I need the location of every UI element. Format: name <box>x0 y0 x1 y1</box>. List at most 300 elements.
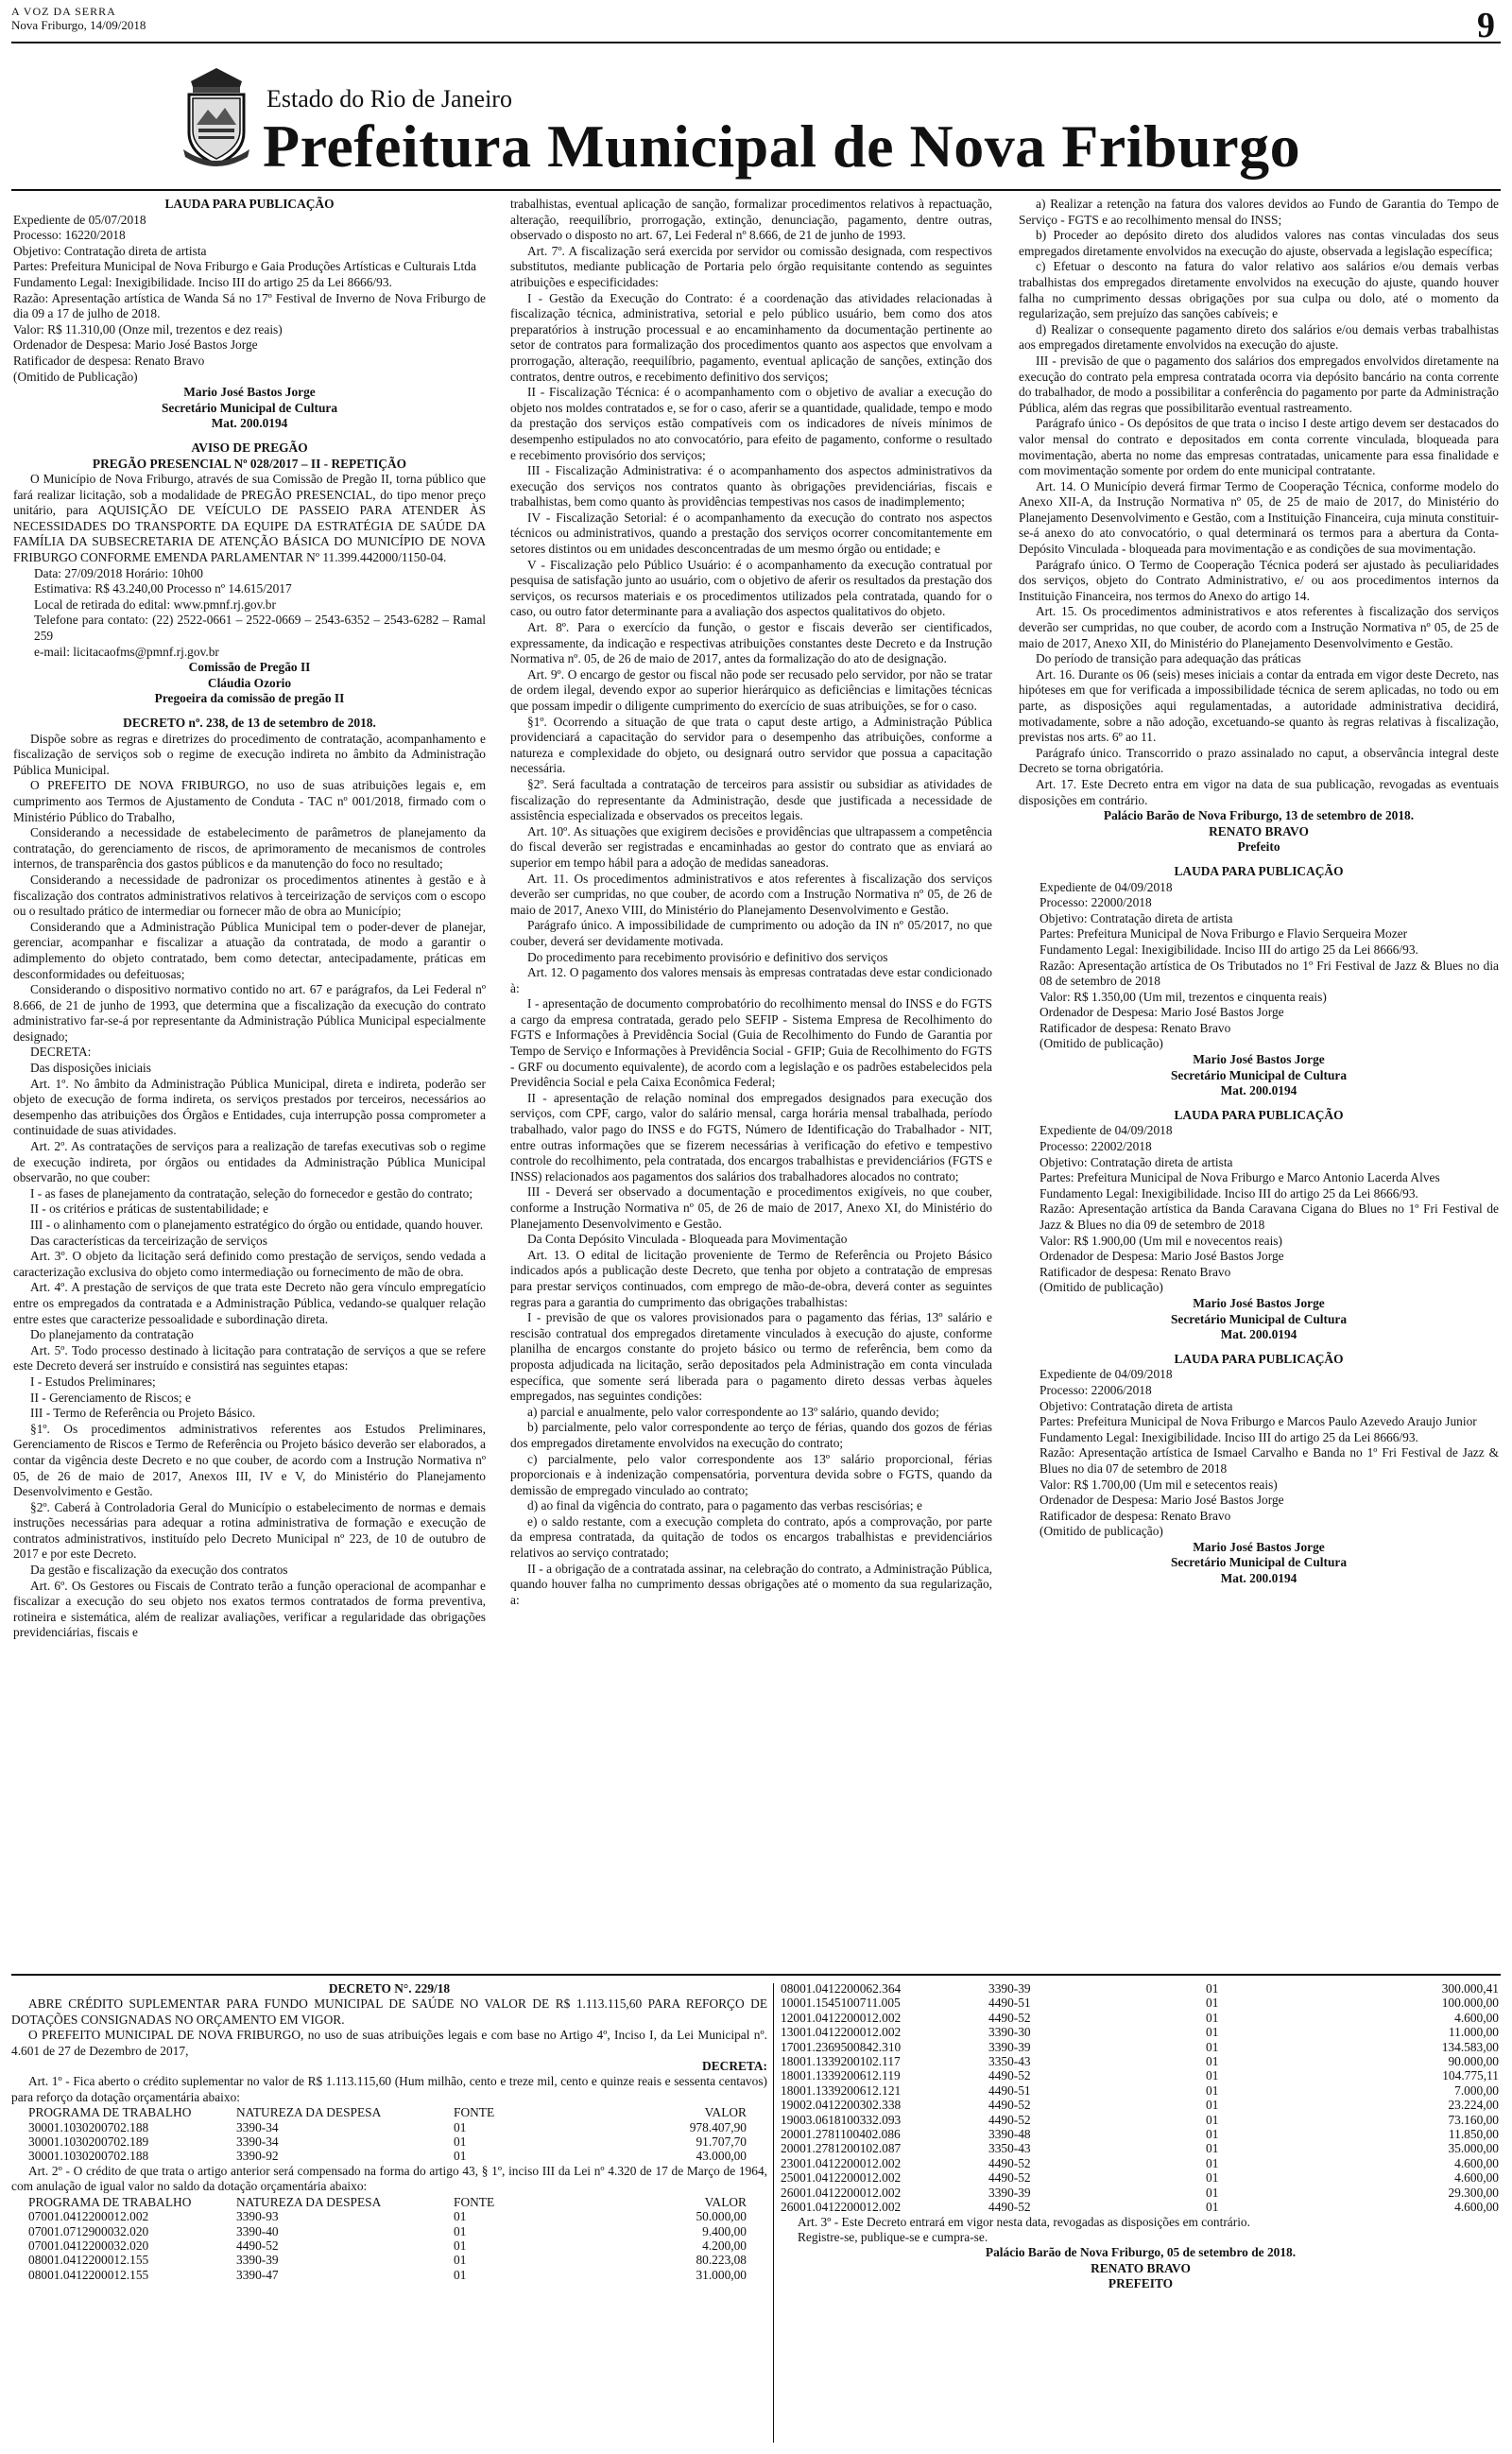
table-header: FONTE <box>454 2105 495 2120</box>
decree-229-right <box>781 1981 1501 2292</box>
paragraph: II - a obrigação de a contratada assinar, na celebração do contrato, a Administração Pública, quando houver falha no cumprimento dessas obrigações até o momento da sua regularização, a: <box>510 1561 992 1607</box>
table-cell: 13001.0412200012.002 <box>781 2025 902 2040</box>
table-cell: 01 <box>454 2223 467 2238</box>
state-name: Estado do Rio de Janeiro <box>266 85 512 112</box>
paragraph: Art. 11. Os procedimentos administrativos e atos referentes à fiscalização dos serviços deverão ser cumpridas, no que couber, de acordo com a Instrução Normativa nº 05, de 26 de maio de 2017, Anexo VIII, do Ministério do Planejamento Desenvolvimento e Gestão. <box>510 871 992 917</box>
paragraph: §1º. Os procedimentos administrativos referentes aos Estudos Preliminares, Gerenciamento de Riscos e Termo de Referência ou Projeto básico deverão ser elaborados, a contar da vigência deste Decreto e no que couber, de acordo com a Instrução Normativa nº 05, de 26 de maio de 2017, Anexos III, IV e V, do Ministério do Planejamento Desenvolvimento e Gestão. <box>13 1421 486 1499</box>
paragraph: Das disposições iniciais <box>30 1061 151 1076</box>
heading: Secretário Municipal de Cultura <box>1170 1555 1348 1570</box>
paragraph: e) o saldo restante, com a execução completa do contrato, após a comprovação, por parte da empresa contratada, da quitação de todos os encargos trabalhistas e previdenciários relativos ao serviço contratado; <box>510 1513 992 1561</box>
paragraph: III - Termo de Referência ou Projeto Básico. <box>30 1406 256 1421</box>
table-cell: 7.000,00 <box>1454 2082 1499 2098</box>
column-2 <box>510 197 992 1608</box>
table-cell: 90.000,00 <box>1448 2054 1499 2069</box>
table-row <box>781 2083 1499 2098</box>
paragraph: Processo: 16220/2018 <box>13 228 126 243</box>
table-cell: 01 <box>1206 2068 1219 2083</box>
header-rule <box>11 42 1501 43</box>
paragraph: c) Efetuar o desconto na fatura do valor relativo aos salários e/ou demais verbas trabalhistas dos empregados diretamente envolvidos na execução do ajuste, quando houver falha no cumprimento dessas obrigações por sua culpa ou dolo, até o momento da regularização, sem prejuízo das sanções cabíveis; e <box>1019 259 1499 321</box>
paragraph: Local de retirada do edital: www.pmnf.rj.gov.br <box>34 596 276 612</box>
paragraph: IV - Fiscalização Setorial: é o acompanhamento da execução do contrato nos aspectos técnicos ou administrativos, quando a prestação dos serviços ocorrer concomitantemente em setores distintos ou em unidades desconcentradas de um mesmo órgão ou entidade; e <box>510 510 992 557</box>
masthead-rule <box>11 189 1501 191</box>
decree-229-art3: Art. 3º - Este Decreto entrará em vigor nesta data, revogadas as disposições em contrário. <box>798 2214 1250 2229</box>
column-separator <box>773 1983 774 2443</box>
paragraph: Processo: 22000/2018 <box>1040 895 1152 910</box>
table-cell: 3390-92 <box>236 2149 279 2164</box>
table-cell: 30001.1030200702.188 <box>28 2149 149 2164</box>
table-cell: 01 <box>454 2149 467 2164</box>
table-row <box>28 2149 747 2163</box>
table-cell: 17001.2369500842.310 <box>781 2039 902 2054</box>
paragraph: Do planejamento da contratação <box>30 1327 194 1342</box>
heading: PREGÃO PRESENCIAL Nº 028/2017 – II - REPETIÇÃO <box>92 456 407 471</box>
table-cell: 19003.0618100332.093 <box>781 2112 902 2127</box>
table-cell: 978.407,90 <box>689 2119 747 2134</box>
decree-229-mayor: RENATO BRAVO <box>1091 2260 1191 2275</box>
paragraph: Processo: 22006/2018 <box>1040 1382 1152 1397</box>
table-cell: 4490-52 <box>988 2155 1031 2170</box>
table-cell: 3390-39 <box>236 2253 279 2268</box>
decree-229-section <box>11 1974 1501 2448</box>
paragraph: Da gestão e fiscalização da execução dos contratos <box>30 1563 288 1578</box>
table-cell: 4490-51 <box>988 1996 1031 2011</box>
table-cell: 01 <box>454 2134 467 2150</box>
paragraph: Telefone para contato: (22) 2522-0661 – 2522-0669 – 2543-6352 – 2543-6282 – Ramal 259 <box>34 613 486 644</box>
table-cell: 01 <box>1206 2200 1219 2215</box>
heading: Mario José Bastos Jorge <box>1193 1295 1325 1310</box>
table-row <box>781 2011 1499 2025</box>
table-cell: 3390-34 <box>236 2119 279 2134</box>
table-cell: 104.775,11 <box>1442 2068 1499 2083</box>
paragraph: Ratificador de despesa: Renato Bravo <box>13 353 205 368</box>
supplement-table <box>28 2105 747 2164</box>
paragraph: Objetivo: Contratação direta de artista <box>1040 910 1233 925</box>
table-cell: 4.600,00 <box>1454 2200 1499 2215</box>
table-cell: 01 <box>1206 2054 1219 2069</box>
heading: RENATO BRAVO <box>1209 823 1309 838</box>
table-cell: 23001.0412200012.002 <box>781 2155 902 2170</box>
heading: Palácio Barão de Nova Friburgo, 13 de setembro de 2018. <box>1103 808 1415 823</box>
table-cell: 01 <box>1206 2010 1219 2025</box>
table-cell: 08001.0412200012.155 <box>28 2267 149 2282</box>
paragraph: Valor: R$ 1.700,00 (Um mil e setecentos reais) <box>1040 1477 1278 1492</box>
table-row <box>28 2238 747 2253</box>
table-cell: 12001.0412200012.002 <box>781 2010 902 2025</box>
paragraph: Ordenador de Despesa: Mario José Bastos Jorge <box>1040 1249 1284 1264</box>
table-cell: 4490-52 <box>988 2068 1031 2083</box>
paragraph: Partes: Prefeitura Municipal de Nova Friburgo e Marcos Paulo Azevedo Araujo Junior <box>1040 1414 1477 1429</box>
table-cell: 01 <box>1206 2127 1219 2142</box>
table-row <box>781 2040 1499 2054</box>
table-row <box>28 2209 747 2223</box>
table-cell: 43.000,00 <box>696 2149 747 2164</box>
table-row <box>28 2268 747 2282</box>
heading: Cláudia Ozorio <box>207 675 292 690</box>
table-cell: 20001.2781100402.086 <box>781 2127 901 2142</box>
table-cell: 4.600,00 <box>1454 2155 1499 2170</box>
table-cell: 01 <box>1206 1981 1219 1996</box>
paragraph: Do período de transição para adequação das práticas <box>1036 651 1301 666</box>
decree-229-preamble: O PREFEITO MUNICIPAL DE NOVA FRIBURGO, no uso de suas atribuições legais e com base no Artigo 4º, Inciso I, da Lei Municipal nº. 4.601 de 27 de Dezembro de 2017, <box>11 2028 767 2058</box>
paragraph: §1º. Ocorrendo a situação de que trata o caput deste artigo, a Administração Pública providenciará a capacitação do servidor para o desempenho das atribuições, conforme a natureza e complexidade do objeto, ou designará outro servidor que possua a capacitação necessária. <box>510 714 992 776</box>
table-cell: 07001.0412200012.002 <box>28 2209 149 2224</box>
table-row <box>781 2127 1499 2141</box>
table-cell: 3390-48 <box>988 2127 1031 2142</box>
paragraph: III - Deverá ser observado a documentação e procedimentos exigíveis, no que couber, conforme a Instrução Normativa nº 05, de 26 de maio de 2017, Anexo XI, do Ministério do Planejamento Desenvolvimento e Gestão. <box>510 1184 992 1231</box>
paragraph: Valor: R$ 1.900,00 (Um mil e novecentos reais) <box>1040 1233 1282 1248</box>
table-cell: 91.707,70 <box>696 2134 747 2150</box>
heading: Comissão de Pregão II <box>188 660 311 675</box>
paragraph: Razão: Apresentação artística da Banda Caravana Cigana do Blues no 1º Fri Festival de Jazz & Blues no dia 09 de setembro de 2018 <box>1040 1201 1499 1232</box>
table-cell: 01 <box>1206 2155 1219 2170</box>
table-cell: 23.224,00 <box>1448 2098 1499 2113</box>
table-cell: 01 <box>1206 2141 1219 2156</box>
paragraph: Parágrafo único. Transcorrido o prazo assinalado no caput, a observância integral deste Decreto se torna obrigatória. <box>1019 745 1499 776</box>
heading: Mat. 200.0194 <box>211 416 288 431</box>
paragraph: II - Fiscalização Técnica: é o acompanhamento com o objetivo de avaliar a execução do objeto nos moldes contratados e, se for o caso, aferir se a quantidade, qualidade, tempo e modo da prestação dos serviços estão compatíveis com os indicadores de níveis mínimos de desempenho estipulados no ato convocatório, para efeito de pagamento, conforme o resultado e recebimento provisório dos serviços; <box>510 385 992 462</box>
prefeitura-title: Prefeitura Municipal de Nova Friburgo <box>263 112 1301 180</box>
paragraph: Parágrafo único - Os depósitos de que trata o inciso I deste artigo devem ser destacados do valor mensal do contrato e depositados em conta corrente vinculada, bloqueada para movimentação, aberta no nome das empresas contratadas, unicamente para essa finalidade e com movimentação somente por ordem do ente municipal contratante. <box>1019 416 1499 478</box>
table-header: PROGRAMA DE TRABALHO <box>28 2194 192 2209</box>
table-header: VALOR <box>704 2194 747 2209</box>
decree-229-art1: Art. 1º - Fica aberto o crédito suplementar no valor de R$ 1.113.115,60 (Hum milhão, cento e treze mil, cento e quinze reais e sessenta centavos) para reforço da dotação orçamentária abaixo: <box>11 2074 767 2104</box>
table-cell: 3350-43 <box>988 2054 1031 2069</box>
table-header: VALOR <box>704 2105 747 2120</box>
table-cell: 18001.1339200102.117 <box>781 2054 901 2069</box>
paragraph: Art. 12. O pagamento dos valores mensais às empresas contratadas deve estar condicionado à: <box>510 965 992 995</box>
paragraph: II - Gerenciamento de Riscos; e <box>30 1390 191 1405</box>
heading: Prefeito <box>1237 839 1280 855</box>
paragraph: II - apresentação de relação nominal dos empregados designados para execução dos serviços, com CPF, cargo, valor do salário mensal, carga horária mensal trabalhada, período trabalhado, valor pago do INSS e do FGTS, Número de Identificação do Trabalhador - NIT, entre outras informações que se fizerem necessárias à verificação do efetivo e tempestivo controle do recolhimento, pela contratada, dos encargos trabalhistas e previdenciários (FGTS e INSS) relacionados aos pagamentos dos salários dos trabalhadores alocados no contrato; <box>510 1090 992 1184</box>
table-cell: 4.600,00 <box>1454 2170 1499 2186</box>
table-cell: 01 <box>454 2209 467 2224</box>
table-cell: 11.850,00 <box>1448 2127 1499 2142</box>
table-cell: 35.000,00 <box>1448 2141 1499 2156</box>
paragraph: c) parcialmente, pelo valor correspondente aos 13º salário proporcional, férias proporcionais e à indenização compensatória, porventura devida sobre o FGTS, quando da demissão de empregado vinculado ao contrato; <box>510 1451 992 1497</box>
table-cell: 26001.0412200012.002 <box>781 2185 902 2200</box>
running-header <box>11 6 1501 45</box>
paragraph: V - Fiscalização pelo Público Usuário: é o acompanhamento da execução contratual por pesquisa de satisfação junto ao usuário, com o objetivo de aferir os resultados da prestação dos serviços, os recursos materiais e os procedimentos utilizados pela contratada, quando for o caso, ou outro fator determinante para a avaliação dos aspectos qualitativos do objeto. <box>510 557 992 619</box>
paragraph: Expediente de 04/09/2018 <box>1040 879 1173 894</box>
decree-229-summary: ABRE CRÉDITO SUPLEMENTAR PARA FUNDO MUNICIPAL DE SAÚDE NO VALOR DE R$ 1.113.115,60 PARA REFORÇO DE DOTAÇÕES CONSIGNADAS NO ORÇAMENTO EM VIGOR. <box>11 1996 767 2027</box>
table-cell: 26001.0412200012.002 <box>781 2200 902 2215</box>
paragraph: Art. 15. Os procedimentos administrativos e atos referentes à fiscalização dos serviços deverão ser cumpridas, no que couber, de acordo com a Instrução Normativa nº 05, de 25 de maio de 2017, Anexo XII, do Ministério do Planejamento Desenvolvimento e Gestão. <box>1019 604 1499 650</box>
paragraph: Art. 3º. O objeto da licitação será definido como prestação de serviços, sendo vedada a caracterização exclusiva do objeto como intermediação ou fornecimento de mão de obra. <box>13 1249 486 1279</box>
table-cell: 19002.0412200302.338 <box>781 2098 902 2113</box>
paragraph: Art. 13. O edital de licitação proveniente de Termo de Referência ou Projeto Básico indicados após a publicação deste Decreto, que tenha por objeto a contratação de empresas para prestar serviços continuados, com emprego de mão-de-obra, deverá conter as seguintes regras para a garantia do cumprimento das obrigações trabalhistas: <box>510 1247 992 1309</box>
table-cell: 3390-39 <box>988 2185 1031 2200</box>
table-header: NATUREZA DA DESPESA <box>236 2105 382 2120</box>
table-cell: 01 <box>1206 2185 1219 2200</box>
table-cell: 07001.0412200032.020 <box>28 2238 149 2253</box>
paragraph: Art. 6º. Os Gestores ou Fiscais de Contrato terão a função operacional de acompanhar e fiscalizar a execução do seu objeto nos exatos termos contratados de forma preventiva, rotineira e sistemática, além de realizar avaliações, verificar a regularidade das obrigações previdenciárias, fiscais e <box>13 1578 486 1640</box>
paragraph: Partes: Prefeitura Municipal de Nova Friburgo e Flavio Serqueira Mozer <box>1040 926 1408 942</box>
table-cell: 4.200,00 <box>702 2238 747 2253</box>
paragraph: d) Realizar o consequente pagamento direto dos salários e/ou demais verbas trabalhistas aos empregados diretamente envolvidos na execução do ajuste. <box>1019 321 1499 353</box>
paragraph: Fundamento Legal: Inexigibilidade. Inciso III do artigo 25 da Lei 8666/93. <box>1040 942 1418 957</box>
paragraph: Art. 2º. As contratações de serviços para a realização de tarefas executivas sob o regime de execução indireta, por órgãos ou entidades da Administração Pública Municipal observarão, no que couber: <box>13 1139 486 1185</box>
table-cell: 9.400,00 <box>702 2223 747 2238</box>
paragraph: b) Proceder ao depósito direto dos aludidos valores nas contas vinculadas dos seus empregados diretamente envolvidos na execução do ajuste, observada a legislação específica; <box>1019 228 1499 258</box>
table-row <box>781 2068 1499 2082</box>
table-cell: 10001.1545100711.005 <box>781 1996 901 2011</box>
paragraph: (Omitido de publicação) <box>1040 1036 1163 1051</box>
paragraph: Objetivo: Contratação direta de artista <box>13 243 207 258</box>
table-row <box>28 2224 747 2238</box>
table-cell: 01 <box>1206 2112 1219 2127</box>
municipal-crest-icon <box>180 66 253 170</box>
table-cell: 01 <box>454 2267 467 2282</box>
decree-229-art2: Art. 2º - O crédito de que trata o artigo anterior será compensado na forma do artigo 43, § 1º, inciso III da Lei nº 4.320 de 17 de Março de 1964, com anulação de igual valor no saldo da dotação orçamentária abaixo: <box>11 2163 767 2194</box>
paragraph: Ordenador de Despesa: Mario José Bastos Jorge <box>1040 1005 1284 1020</box>
paragraph: Art. 9º. O encargo de gestor ou fiscal não pode ser recusado pelo servidor, por não se tratar de ordem ilegal, devendo expor ao superior hierárquico as deficiências e limitações técnicas que possam impedir o diligente cumprimento do exercício de suas atribuições, se for o caso. <box>510 666 992 713</box>
table-row <box>781 2200 1499 2214</box>
paragraph: Expediente de 04/09/2018 <box>1040 1367 1173 1382</box>
paragraph: Fundamento Legal: Inexigibilidade. Inciso III do artigo 25 da Lei 8666/93. <box>13 274 392 289</box>
paragraph: Partes: Prefeitura Municipal de Nova Friburgo e Marco Antonio Lacerda Alves <box>1040 1170 1440 1185</box>
table-cell: 3390-34 <box>236 2134 279 2150</box>
paragraph: Valor: R$ 1.350,00 (Um mil, trezentos e cinquenta reais) <box>1040 989 1327 1004</box>
spacer <box>1019 1099 1499 1108</box>
table-cell: 31.000,00 <box>696 2267 747 2282</box>
table-row <box>28 2253 747 2267</box>
table-cell: 08001.0412200012.155 <box>28 2253 149 2268</box>
paragraph: I - Gestão da Execução do Contrato: é a coordenação das atividades relacionadas à fiscalização técnica, administrativa, setorial e pelo público usuário, bem como dos atos preparatórios à instrução processual e ao encaminhamento da documentação pertinente ao setor de contratos para formalização dos procedimentos quanto aos aspectos que envolvam a prorrogação, alteração, reequilíbrio, pagamento, eventual aplicação de sanções, extinção dos contratos, dentre outros, e recebimento definitivo dos serviços; <box>510 290 992 384</box>
decree-229-decreta: DECRETA: <box>702 2059 767 2074</box>
paragraph: Ratificador de despesa: Renato Bravo <box>1040 1508 1231 1523</box>
paragraph: Processo: 22002/2018 <box>1040 1139 1152 1154</box>
paragraph: Fundamento Legal: Inexigibilidade. Inciso III do artigo 25 da Lei 8666/93. <box>1040 1185 1418 1201</box>
table-cell: 300.000,41 <box>1441 1981 1499 1996</box>
table-cell: 3390-39 <box>988 2039 1031 2054</box>
heading: Mat. 200.0194 <box>1220 1327 1297 1342</box>
table-cell: 3390-47 <box>236 2267 279 2282</box>
table-cell: 4490-52 <box>988 2112 1031 2127</box>
spacer <box>1019 1343 1499 1352</box>
paragraph: I - apresentação de documento comprobatório do recolhimento mensal do INSS e do FGTS a cargo da empresa contratada, gerado pelo SEFIP - Sistema Empresa de Recolhimento do FGTS e Informações à Previdência Social (Guia de Recolhimento do Fundo de Garantia por Tempo de Serviço e Informações à Previdência Social - GFIP; Guia de Recolhimento do FGTS - GRF ou documento equivalente), de acordo com a legislação e os padrões estabelecidos pela Previdência Social e pela Caixa Econômica Federal; <box>510 996 993 1090</box>
paragraph: I - Estudos Preliminares; <box>30 1374 156 1389</box>
annulment-table-continued <box>781 1981 1499 2215</box>
paragraph: a) parcial e anualmente, pelo valor correspondente ao 13º salário, quando devido; <box>527 1404 939 1419</box>
table-cell: 01 <box>454 2238 467 2253</box>
paragraph: Fundamento Legal: Inexigibilidade. Inciso III do artigo 25 da Lei 8666/93. <box>1040 1429 1418 1444</box>
table-row <box>28 2120 747 2134</box>
paragraph: DECRETA: <box>30 1045 92 1060</box>
paragraph: Razão: Apresentação artística de Wanda Sá no 17º Festival de Inverno de Nova Friburgo de dia 09 a 17 de julho de 2018. <box>13 290 486 321</box>
paragraph: Estimativa: R$ 43.240,00 Processo nº 14.615/2017 <box>34 581 292 596</box>
table-cell: 18001.1339200612.119 <box>781 2068 901 2083</box>
paragraph: Razão: Apresentação artística de Os Tributados no 1º Fri Festival de Jazz & Blues no dia 08 de setembro de 2018 <box>1040 958 1499 989</box>
decree-229-palace: Palácio Barão de Nova Friburgo, 05 de setembro de 2018. <box>985 2245 1297 2260</box>
paragraph: Considerando o dispositivo normativo contido no art. 67 e parágrafos, da Lei Federal nº 8.666, de 21 de junho de 1993, que determina que a fiscalização da execução do contrato administrativo far-se-á por representante da Administração Pública Municipal especialmente designado; <box>13 982 486 1044</box>
paragraph: d) ao final da vigência do contrato, para o pagamento das verbas rescisórias; e <box>527 1498 922 1513</box>
paragraph: Data: 27/09/2018 Horário: 10h00 <box>34 565 203 580</box>
heading: Secretário Municipal de Cultura <box>161 400 338 415</box>
table-row <box>781 1996 1499 2010</box>
page-number: 9 <box>1477 6 1495 45</box>
table-cell: 08001.0412200062.364 <box>781 1981 902 1996</box>
table-row <box>781 2186 1499 2200</box>
heading: Mat. 200.0194 <box>1220 1083 1297 1098</box>
annulment-table <box>28 2195 747 2282</box>
paragraph: Da Conta Depósito Vinculada - Bloqueada para Movimentação <box>527 1232 848 1247</box>
heading: Pregoeira da comissão de pregão II <box>154 691 345 706</box>
table-cell: 07001.0712900032.020 <box>28 2223 149 2238</box>
table-row <box>781 2156 1499 2170</box>
paragraph: O PREFEITO DE NOVA FRIBURGO, no uso de suas atribuições legais e, em cumprimento aos Termos de Ajustamento de Conduta - TAC nº 001/2018, firmado com o Ministério Público do Trabalho, <box>13 778 486 824</box>
table-cell: 01 <box>454 2119 467 2134</box>
table-cell: 3350-43 <box>988 2141 1031 2156</box>
table-cell: 3390-93 <box>236 2209 279 2224</box>
table-cell: 29.300,00 <box>1448 2185 1499 2200</box>
table-cell: 01 <box>1206 1996 1219 2011</box>
table-header: PROGRAMA DE TRABALHO <box>28 2105 192 2120</box>
paragraph: Art. 7º. A fiscalização será exercida por servidor ou comissão designada, com respectivos substitutos, mediante publicação de Portaria pelo órgão requisitante contendo as seguintes atribuições e especificidades: <box>510 243 992 289</box>
table-cell: 4490-52 <box>988 2170 1031 2186</box>
heading: Secretário Municipal de Cultura <box>1170 1311 1348 1326</box>
paragraph: Expediente de 04/09/2018 <box>1040 1123 1173 1138</box>
paragraph: Art. 5º. Todo processo destinado à licitação para contratação de serviços a que se refere este Decreto deverá ser instruído e consistirá nas seguintes etapas: <box>13 1342 486 1374</box>
table-header: NATUREZA DA DESPESA <box>236 2194 382 2209</box>
table-cell: 01 <box>1206 2098 1219 2113</box>
paragraph: Art. 4º. A prestação de serviços de que trata este Decreto não gera vínculo empregatício entre os empregados da contratada e a Administração Pública, vedando-se qualquer relação entre estes que caracterize pessoalidade e subordinação direta. <box>13 1280 486 1326</box>
heading: LAUDA PARA PUBLICAÇÃO <box>164 197 335 211</box>
table-cell: 73.160,00 <box>1448 2112 1499 2127</box>
table-cell: 18001.1339200612.121 <box>781 2082 902 2098</box>
paragraph: (Omitido de Publicação) <box>13 369 138 384</box>
heading: LAUDA PARA PUBLICAÇÃO <box>1174 1351 1344 1366</box>
decree-229-register: Registre-se, publique-se e cumpra-se. <box>798 2229 988 2244</box>
table-cell: 50.000,00 <box>696 2209 747 2224</box>
table-cell: 4490-51 <box>988 2082 1031 2098</box>
paragraph: Expediente de 05/07/2018 <box>13 212 146 227</box>
spacer <box>1019 855 1499 864</box>
paragraph: II - os critérios e práticas de sustentabilidade; e <box>30 1201 269 1217</box>
heading: Mario José Bastos Jorge <box>183 385 316 400</box>
paragraph: e-mail: licitacaofms@pmnf.rj.gov.br <box>34 644 219 659</box>
table-cell: 4490-52 <box>988 2010 1031 2025</box>
heading: AVISO DE PREGÃO <box>191 440 308 455</box>
paragraph: §2º. Caberá à Controladoria Geral do Município o estabelecimento de normas e demais instruções necessárias para adequar a rotina administrativa de formação e execução de contratos administrativos, instituído pelo Decreto Municipal nº 223, de 10 de outubro de 2017 e por este Decreto. <box>13 1499 486 1562</box>
paragraph: Ordenador de Despesa: Mario José Bastos Jorge <box>13 337 258 353</box>
table-cell: 01 <box>1206 2082 1219 2098</box>
paragraph: Objetivo: Contratação direta de artista <box>1040 1154 1233 1169</box>
paragraph: Partes: Prefeitura Municipal de Nova Friburgo e Gaia Produções Artísticas e Culturais Ltda <box>13 259 476 274</box>
paragraph: Razão: Apresentação artística de Ismael Carvalho e Banda no 1º Fri Festival de Jazz & Blues no dia 07 de setembro de 2018 <box>1040 1445 1499 1476</box>
heading: Secretário Municipal de Cultura <box>1170 1067 1348 1082</box>
paragraph: a) Realizar a retenção na fatura dos valores devidos ao Fundo de Garantia do Tempo de Serviço - FGTS e ao recolhimento mensal do INSS; <box>1019 197 1499 227</box>
paragraph: Art. 10º. As situações que exigirem decisões e providências que ultrapassem a competência do fiscal deverão ser registradas e encaminhadas ao gestor do contrato que as enviará ao superior em tempo hábil para a adoção de medidas saneadoras. <box>510 823 992 870</box>
paragraph: Considerando a necessidade de estabelecimento de parâmetros de planejamento da contratação, do gerenciamento de riscos, de aprimoramento de mecanismos de controles internos, de transparência dos gastos públicos e da manutenção do foco no resultado; <box>13 825 486 872</box>
table-row <box>28 2134 747 2149</box>
table-cell: 134.583,00 <box>1441 2039 1499 2054</box>
table-row <box>781 2054 1499 2068</box>
decree-229-left <box>11 1981 767 2282</box>
table-cell: 11.000,00 <box>1448 2025 1499 2040</box>
paragraph: III - o alinhamento com o planejamento estratégico do órgão ou entidade, quando houver. <box>30 1218 484 1232</box>
table-row <box>781 2141 1499 2155</box>
spacer <box>13 707 486 716</box>
heading: Mario José Bastos Jorge <box>1193 1539 1325 1554</box>
paragraph: Ratificador de despesa: Renato Bravo <box>1040 1020 1231 1035</box>
paragraph: §2º. Será facultada a contratação de terceiros para assistir ou subsidiar as atividades de fiscalização do representante da Administração, desde que justificada a necessidade de assistência especializada e observados os preceitos legais. <box>510 776 992 823</box>
paragraph: Considerando que a Administração Pública Municipal tem o poder-dever de planejar, gerenciar, acompanhar e fiscalizar a atuação da contratada, de modo a garantir o adimplemento do objeto contratado, bem como detectar, antecipadamente, práticas em desconformidades ou defeituosas; <box>13 919 486 981</box>
table-cell: 4490-52 <box>988 2098 1031 2113</box>
table-row <box>781 2170 1499 2185</box>
heading: LAUDA PARA PUBLICAÇÃO <box>1174 1107 1344 1122</box>
table-cell: 4.600,00 <box>1454 2010 1499 2025</box>
table-cell: 30001.1030200702.189 <box>28 2134 149 2150</box>
decree-229-role: PREFEITO <box>1108 2276 1174 2291</box>
column-1 <box>13 197 486 1641</box>
paragraph: III - previsão de que o pagamento dos salários dos empregados envolvidos diretamente na execução do contrato pela empresa contratada ocorra via depósito bancário na conta corrente do trabalhador, de modo a possibilitar a conferência do pagamento por parte da Administração Pública, além das regras que possibilitarão eventual rastreamento. <box>1019 353 1499 415</box>
table-cell: 25001.0412200012.002 <box>781 2170 902 2186</box>
paragraph: Art. 14. O Município deverá firmar Termo de Cooperação Técnica, conforme modelo do Anexo XII-A, da Instrução Normativa nº 05, de 25 de maio de 2017, do Ministério do Planejamento Desenvolvimento e Gestão, com a Instituição Financeira, cuja minuta constituir-se-á anexo do ato convocatório, o qual determinará os termos para a abertura da Conta-Depósito Vinculada - bloqueada para movimentação e as condições de sua movimentação. <box>1019 478 1499 557</box>
table-cell: 3390-30 <box>988 2025 1031 2040</box>
paragraph: Das características da terceirização de serviços <box>30 1233 267 1248</box>
table-cell: 100.000,00 <box>1441 1996 1499 2011</box>
paragraph: Parágrafo único. O Termo de Cooperação Técnica poderá ser ajustado às peculiaridades dos serviços, objeto do Contrato Administrativo, e/ ou aos procedimentos internos da Instituição Financeira, nos termos do Anexo do artigo 14. <box>1019 557 1499 603</box>
paragraph: (Omitido de publicação) <box>1040 1280 1163 1295</box>
heading: Mario José Bastos Jorge <box>1193 1052 1325 1067</box>
paragraph: Ordenador de Despesa: Mario José Bastos Jorge <box>1040 1493 1284 1508</box>
publication-name: A VOZ DA SERRA <box>11 5 116 18</box>
table-cell: 30001.1030200702.188 <box>28 2119 149 2134</box>
decree-229-title: DECRETO N°. 229/18 <box>328 1981 451 1996</box>
column-3 <box>1019 197 1499 1587</box>
heading: Mat. 200.0194 <box>1220 1571 1297 1586</box>
paragraph: Art. 1º. No âmbito da Administração Pública Municipal, direta e indireta, poderão ser objeto de execução de forma indireta, os serviços prestados por terceiros, necessários ao desempenho das atribuições dos Órgãos e Entidades, cuja interrupção possa comprometer a continuidade de suas atividades. <box>13 1076 486 1138</box>
paragraph: Art. 16. Durante os 06 (seis) meses iniciais a contar da entrada em vigor deste Decreto, nas hipóteses em que for verificada a impossibilidade técnica de serem aplicadas, no todo ou em parte, as disposições aqui regulamentadas, a autoridade administrativa decidirá, motivadamente, sobre a não adoção, excetuando-se quanto às regras relativas à fiscalização, previstas nos arts. 6º ao 11. <box>1019 666 1499 745</box>
masthead <box>180 57 1314 189</box>
table-cell: 01 <box>1206 2025 1219 2040</box>
table-row <box>781 2113 1499 2127</box>
paragraph: Do procedimento para recebimento provisório e definitivo dos serviços <box>527 949 888 964</box>
paragraph: III - Fiscalização Administrativa: é o acompanhamento dos aspectos administrativos da execução dos serviços nos contratos quanto às obrigações previdenciárias, fiscais e trabalhistas, bem como quanto às providências tempestivas nos casos de inadimplemento; <box>510 463 992 510</box>
table-cell: 01 <box>1206 2170 1219 2186</box>
table-cell: 01 <box>1206 2039 1219 2054</box>
table-row <box>781 2098 1499 2112</box>
paragraph: I - as fases de planejamento da contratação, seleção do fornecedor e gestão do contrato; <box>30 1185 473 1201</box>
paragraph: Valor: R$ 11.310,00 (Onze mil, trezentos e dez reais) <box>13 321 283 337</box>
heading: DECRETO nº. 238, de 13 de setembro de 2018. <box>123 716 376 730</box>
paragraph: (Omitido de publicação) <box>1040 1524 1163 1539</box>
paragraph: Art. 8º. Para o exercício da função, o gestor e fiscais deverão ser cientificados, expressamente, da indicação e respectivas atribuições constantes deste Decreto e da Instrução Normativa nº. 05, de 26 de maio de 2017, antes da formalização do ato de designação. <box>510 620 992 666</box>
table-cell: 20001.2781200102.087 <box>781 2141 902 2156</box>
paragraph: Art. 17. Este Decreto entra em vigor na data de sua publicação, revogadas as eventuais disposições em contrário. <box>1019 776 1499 807</box>
paragraph: Dispõe sobre as regras e diretrizes do procedimento de contratação, acompanhamento e fiscalização de serviços sob o regime de execução indireta no âmbito da Administração Pública Municipal. <box>13 731 486 777</box>
table-cell: 4490-52 <box>988 2200 1031 2215</box>
table-cell: 3390-40 <box>236 2223 279 2238</box>
paragraph: Parágrafo único. A impossibilidade de cumprimento ou adoção da IN nº 05/2017, no que couber, deverá ser devidamente motivada. <box>510 918 992 948</box>
paragraph: Considerando a necessidade de padronizar os procedimentos atinentes à gestão e à fiscalização dos contratos administrativos relativos à terceirização de serviços com o escopo ou o resultado prático de intermediar ou fornecer mão de obra ao Município; <box>13 872 486 919</box>
paragraph: b) parcialmente, pelo valor correspondente ao terço de férias, quando dos gozos de férias dos empregados diretamente envolvidos na execução do contrato; <box>510 1420 992 1450</box>
paragraph: O Município de Nova Friburgo, através de sua Comissão de Pregão II, torna público que fará realizar licitação, sob a modalidade de PREGÃO PRESENCIAL, do tipo menor preço unitário, para AQUISIÇÃO DE VEÍCULO DE PASSEIO PARA ATENDER ÀS NECESSIDADES DO TRANSPORTE DA EQUIPE DA ESTRATÉGIA DE SAÚDE DA FAMÍLIA DA SUBSECRETARIA DE ATENÇÃO BÁSICA DO MUNICÍPIO DE NOVA FRIBURGO CONFORME EMENDA PARLAMENTAR Nº 11.399.442000/1150-04. <box>13 472 486 565</box>
table-cell: 01 <box>454 2253 467 2268</box>
heading: LAUDA PARA PUBLICAÇÃO <box>1174 863 1344 878</box>
table-row <box>781 2025 1499 2039</box>
table-row <box>781 1981 1499 1996</box>
table-header: FONTE <box>454 2194 495 2209</box>
table-cell: 3390-39 <box>988 1981 1031 1996</box>
table-cell: 4490-52 <box>236 2238 279 2253</box>
issue-date: Nova Friburgo, 14/09/2018 <box>11 18 146 32</box>
spacer <box>13 432 486 441</box>
paragraph: Objetivo: Contratação direta de artista <box>1040 1398 1233 1413</box>
paragraph: Ratificador de despesa: Renato Bravo <box>1040 1264 1231 1279</box>
table-cell: 80.223,08 <box>696 2253 747 2268</box>
paragraph: I - previsão de que os valores provisionados para o pagamento das férias, 13º salário e rescisão contratual dos empregados diretamente vinculados à execução do ajuste, conforme planilha de encargos constante do projeto básico ou termo de referência, bem como da proposta adjudicada na licitação, serão depositados pela Administração em conta vinculada específica, que somente será liberada para o pagamento direto dessas verbas àqueles empregados, nas seguintes condições: <box>510 1310 992 1404</box>
